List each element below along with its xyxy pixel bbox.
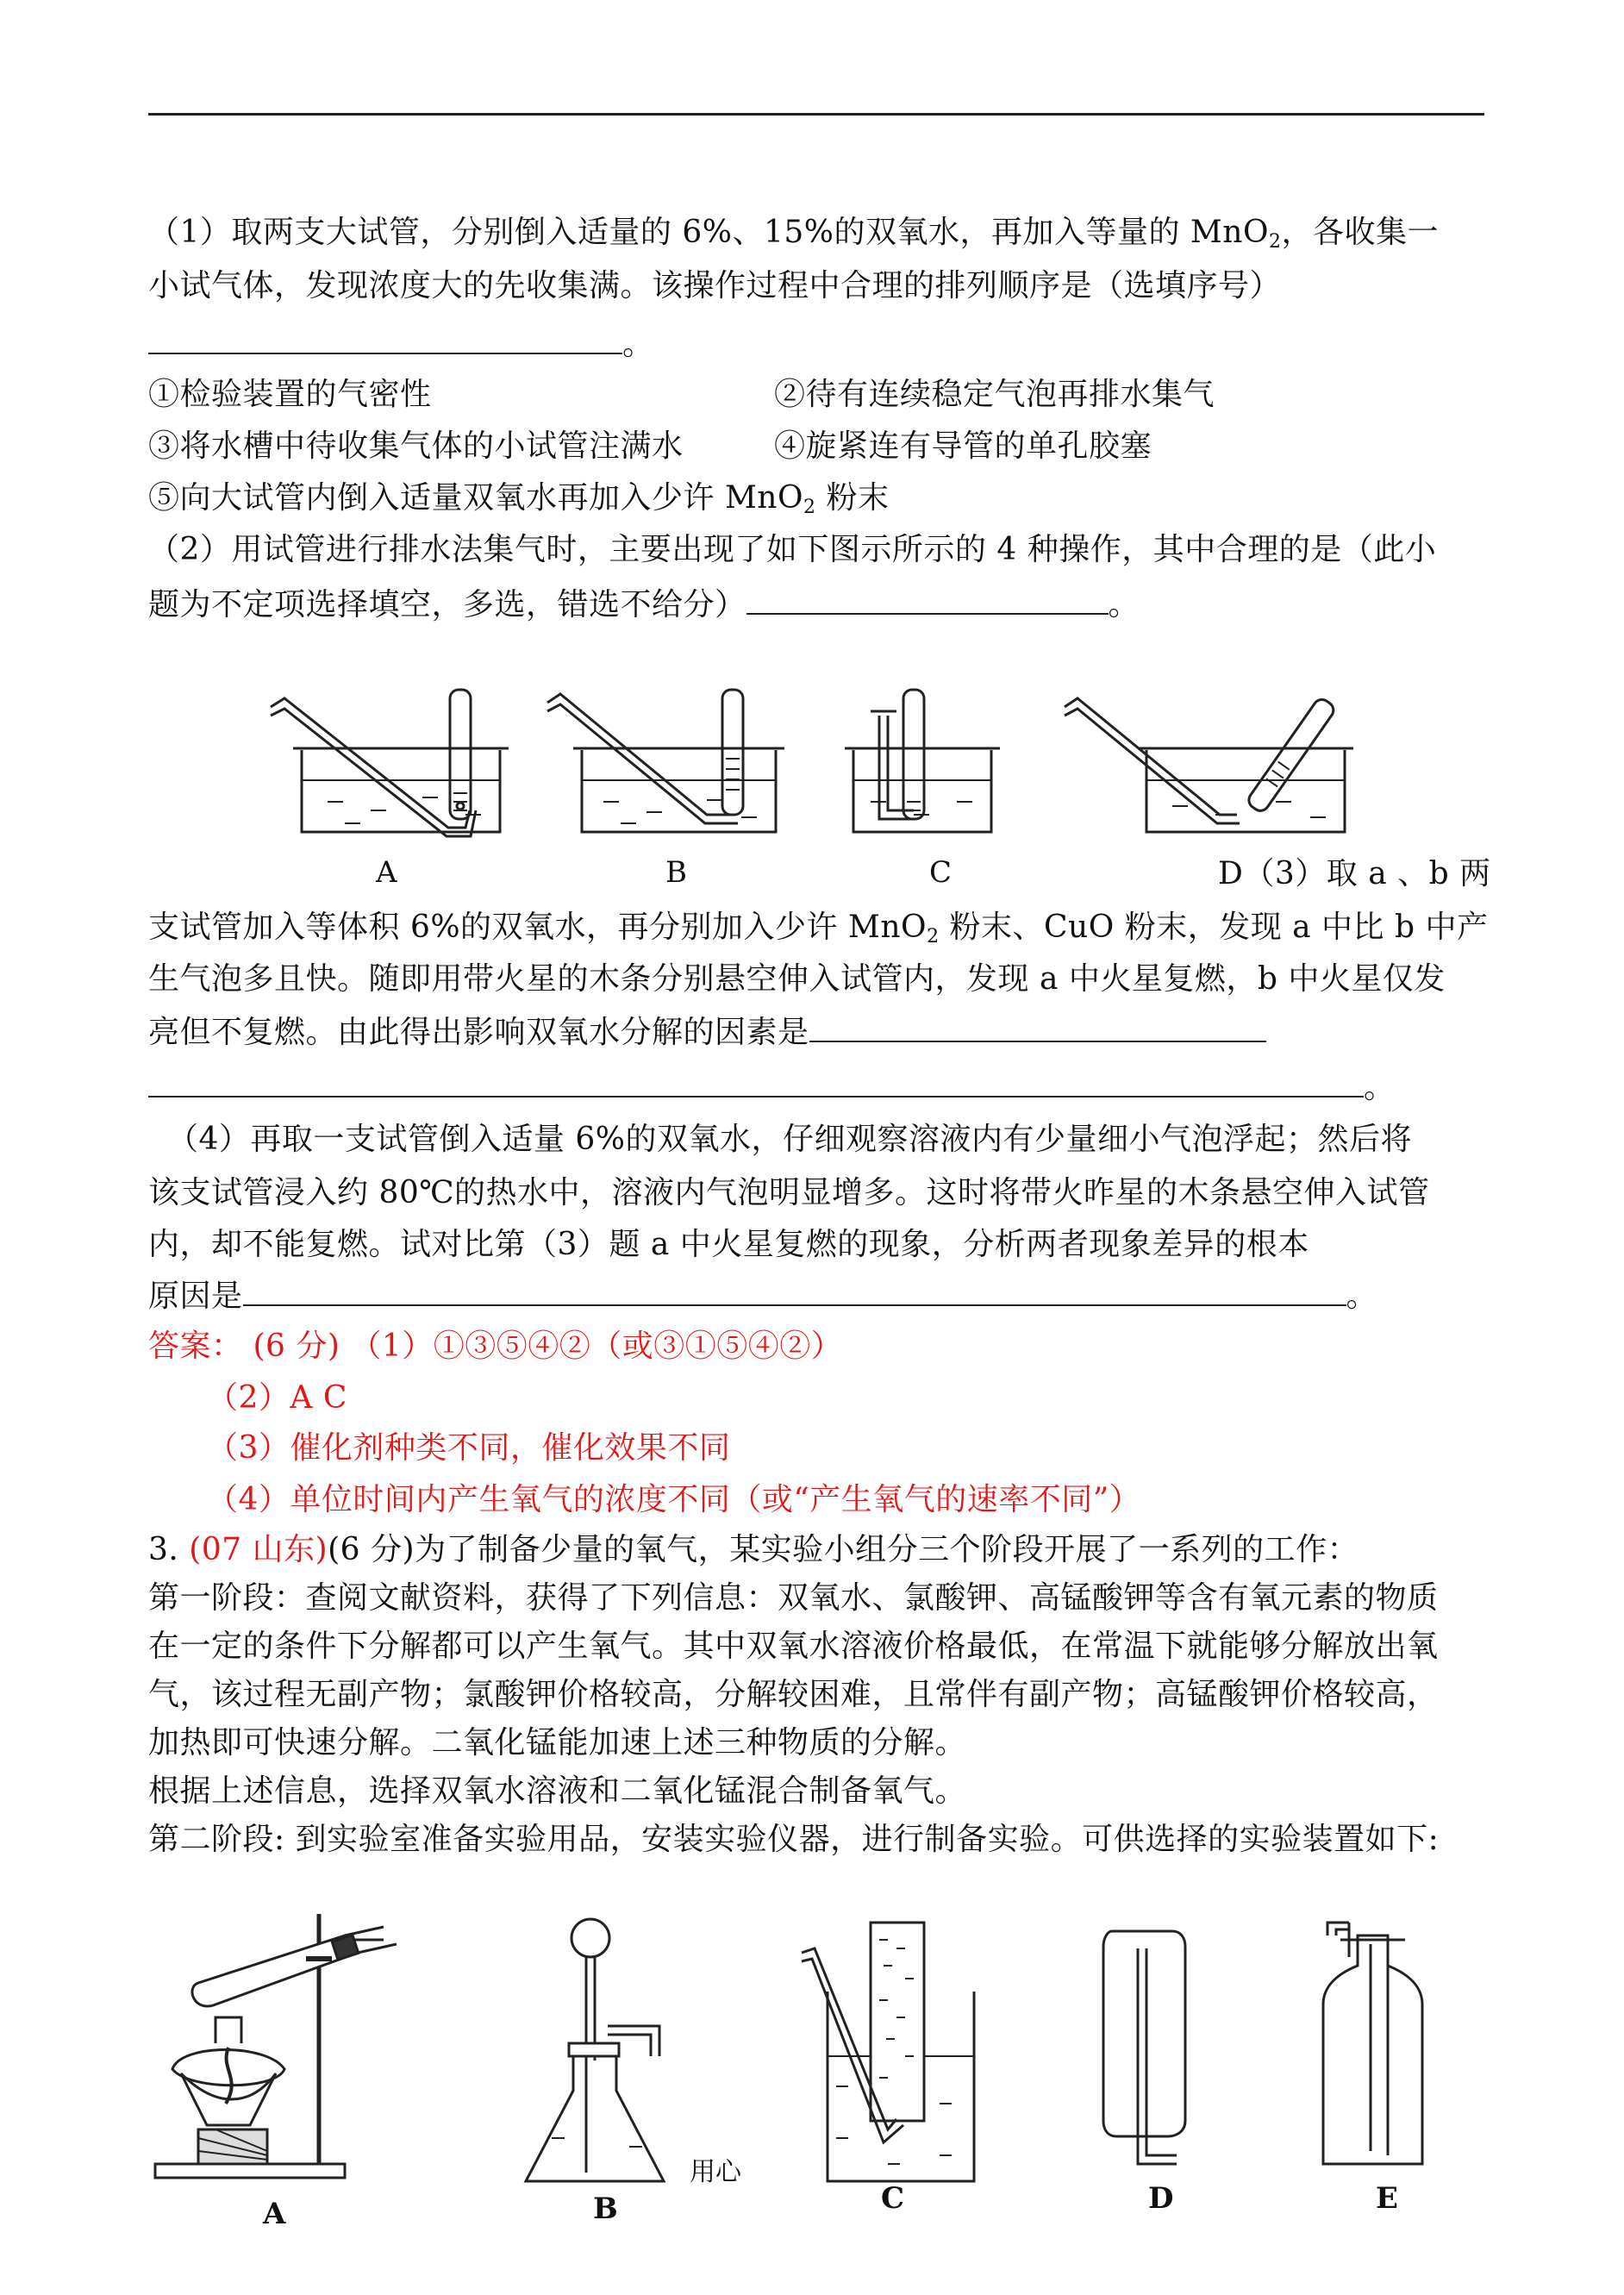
q3b-para-2: 在一定的条件下分解都可以产生氧气。其中双氧水溶液价格最低，在常温下就能够分解放出氧 <box>148 1629 1439 1664</box>
q3-line4: 亮但不复燃。由此得出影响双氧水分解的因素是 <box>148 1012 1266 1054</box>
q1-option-1: ①检验装置的气密性 <box>148 377 432 412</box>
q3-line2: 支试管加入等体积 6%的双氧水，再分别加入少许 MnO$_2$ 粉末、CuO 粉末，发现 a 中比 b 中产 <box>148 910 1489 947</box>
q2-line1: （2）用试管进行排水法集气时，主要出现了如下图示所示的 4 种操作，其中合理的是（此小 <box>148 532 1437 567</box>
answer-4: （4）单位时间内产生氧气的浓度不同（或“产生氧气的速率不同”） <box>207 1482 1141 1517</box>
q4-line1: （4）再取一支试管倒入适量 6%的双氧水，仔细观察溶液内有少量细小气泡浮起；然后将 <box>167 1122 1412 1157</box>
q1-option-5: ⑤向大试管内倒入适量双氧水再加入少许 MnO$_2$ 粉末 <box>148 480 890 518</box>
q3-blank-line: 。 <box>148 1067 1396 1109</box>
apparatus-figure <box>147 1905 1491 2190</box>
collection-methods-figure <box>259 672 1379 854</box>
footer-text: 用心 <box>690 2157 741 2187</box>
apparatus-a-illustration <box>155 1914 397 2178</box>
q4-line2: 该支试管浸入约 80℃的热水中，溶液内气泡明显增多。这时将带火昨星的木条悬空伸入试管 <box>148 1175 1430 1210</box>
q3-line3: 生气泡多且快。随即用带火星的木条分别悬空伸入试管内，发现 a 中火星复燃，b 中火星仅发 <box>148 961 1446 997</box>
answer-blank[interactable] <box>148 327 622 354</box>
header-rule <box>148 113 1484 116</box>
answer-heading: 答案： (6 分) （1）①③⑤④②（或③①⑤④②） <box>148 1329 843 1364</box>
apparatus-b-illustration <box>526 1919 664 2181</box>
apparatus-label-b: B <box>593 2192 618 2226</box>
q3b-para-4: 加热即可快速分解。二氧化锰能加速上述三种物质的分解。 <box>148 1725 967 1760</box>
setup-b-illustration <box>547 690 784 832</box>
setup-a-illustration <box>271 690 509 836</box>
q4-line4: 原因是 。 <box>148 1279 1378 1314</box>
answer-blank[interactable] <box>809 1015 1266 1042</box>
q3b-para-3: 气，该过程无副产物；氯酸钾价格较高，分解较困难，且常伴有副产物；高锰酸钾价格较高， <box>148 1677 1439 1712</box>
q1-line2: 小试气体，发现浓度大的先收集满。该操作过程中合理的排列顺序是（选填序号） <box>148 268 1282 303</box>
q3b-para-5: 根据上述信息，选择双氧水溶液和二氧化锰混合制备氧气。 <box>148 1773 967 1809</box>
q1-intro-line: （1）取两支大试管，分别倒入适量的 6%、15%的双氧水，再加入等量的 MnO$_2$，各收集一 <box>148 215 1439 253</box>
answer-blank[interactable] <box>148 1070 1364 1097</box>
answer-blank[interactable] <box>243 1279 1346 1306</box>
apparatus-label-a: A <box>263 2197 286 2231</box>
setup-d-illustration <box>1065 697 1353 832</box>
q3b-para-6: 第二阶段: 到实验室准备实验用品，安装实验仪器，进行制备实验。可供选择的实验装置如下: <box>148 1822 1440 1857</box>
apparatus-label-c: C <box>881 2181 905 2216</box>
setup-c-illustration <box>845 690 1000 832</box>
answer-blank[interactable] <box>746 587 1109 615</box>
answer-3: （3）催化剂种类不同，催化效果不同 <box>207 1430 731 1466</box>
apparatus-label-e: E <box>1376 2181 1398 2216</box>
q1-option-3: ③将水槽中待收集气体的小试管注满水 <box>148 428 684 464</box>
q1-option-2: ②待有连续稳定气泡再排水集气 <box>774 377 1215 412</box>
apparatus-d-illustration <box>1103 1931 1185 2164</box>
q1-option-4: ④旋紧连有导管的单孔胶塞 <box>774 428 1152 464</box>
q3b-line1: 3. (07 山东)(6 分)为了制备少量的氧气，某实验小组分三个阶段开展了一系列的工作： <box>148 1532 1359 1567</box>
q4-line3: 内，却不能复燃。试对比第（3）题 a 中火星复燃的现象，分析两者现象差异的根本 <box>148 1227 1309 1262</box>
q3b-para-1: 第一阶段：查阅文献资料，获得了下列信息：双氧水、氯酸钾、高锰酸钾等含有氧元素的物质 <box>148 1580 1439 1616</box>
apparatus-c-illustration <box>802 1923 974 2181</box>
figure-label-b: B <box>665 855 687 890</box>
apparatus-label-d: D <box>1148 2181 1174 2216</box>
q3-start: D（3）取 a 、b 两 <box>1218 856 1491 891</box>
q2-line2: 题为不定项选择填空，多选，错选不给分） 。 <box>148 587 1140 622</box>
figure-label-c: C <box>929 855 953 890</box>
q1-answer-blank-line: 。 <box>148 324 654 366</box>
answer-2: （2）A C <box>207 1380 347 1416</box>
figure-label-a: A <box>376 855 397 890</box>
apparatus-e-illustration <box>1323 1923 1422 2164</box>
